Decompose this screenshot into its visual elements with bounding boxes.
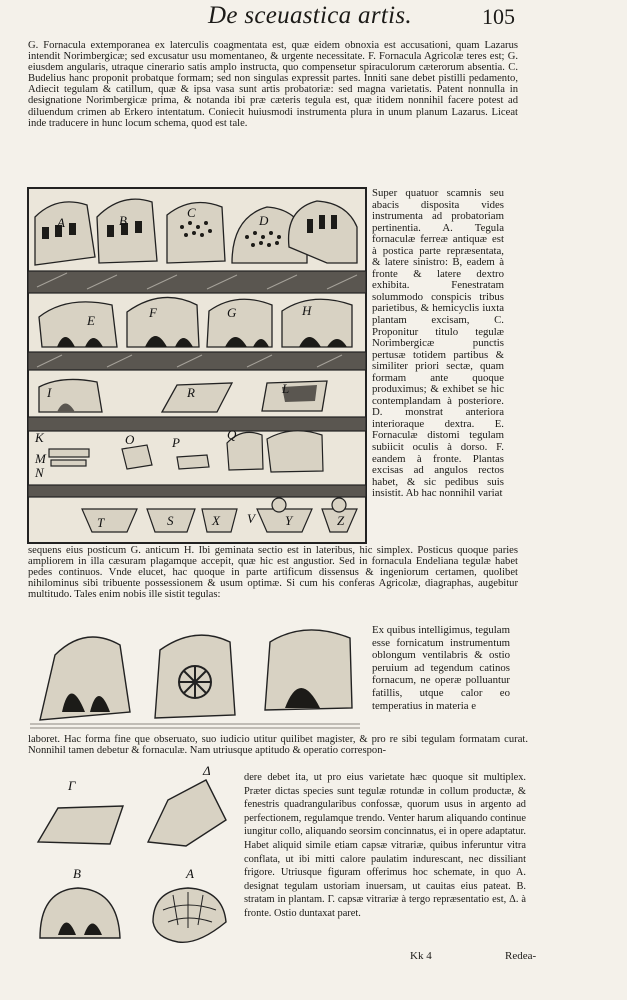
fig3-label-delta: Δ	[203, 763, 211, 778]
fig1-label-H: H	[302, 303, 312, 318]
paragraph-tile-definition: Ex quibus intelligimus, tegulam esse fornicatum instrumentum oblongum ventilabris & ostio peruium ad tegendum catinos fornacum, ne operæ polluantur fatillis, utque calor eo temperatius in materia e	[372, 624, 510, 712]
fig3-label-gamma: Γ	[68, 778, 76, 793]
fig1-label-C: C	[187, 205, 196, 220]
signature-mark: Kk 4	[410, 950, 432, 962]
fig1-label-F: F	[149, 305, 157, 320]
fig1-label-I: I	[47, 385, 52, 400]
running-head: De sceuastica artis.	[208, 2, 412, 29]
paragraph-tile-form: laboret. Hac forma fine que obseruato, suo iudicio utitur quilibet magister, & pro re sibi tegulam formatam curat. Nonnihil tamen debetur & fornaculæ. Nam utriusque aptitudo & operatio correspon-	[28, 734, 528, 757]
fig1-label-Z: Z	[337, 513, 345, 528]
fig1-label-D: D	[259, 213, 269, 228]
paragraph-after-figure1: sequens eius posticum G. anticum H. Ibi geminata sectio est in lateribus, hic simplex. Posticus quoque paries ampliorem in illa cæsuram plagamque accepit, quæ hic est angustior. Sed in fornacula Endeliana tegulæ habet pedes continuos. Vnde elucet, hac quoque in parte artificum dissensus & ingeniorum certamen, quolibet nihilominus sibi tribuente possessionem & usum optimæ. Si cum his conferas Agricolæ, diagraphas, augebitur multitudo. Tales enim nobis ille sistit tegulas:	[28, 545, 518, 601]
fig1-label-N: N	[35, 465, 44, 480]
figure1-caption: Super quatuor scamnis seu abacis disposita vides instrumenta ad probatoriam pertinentia. A. Tegula fornaculæ ferreæ antiquæ est à postica parte repræsentata, & latere sinistro: B, eadem à fronte & latere dextro exhibita. Fenestratam solummodo conspicis tribus parietibus, & hemicyclis iuxta plantam excisam, C. Proponitur titulo tegulæ Norimbergicæ punctis pertusæ totidem partibus & similiter priori sectæ, quam formam ante quoque produximus; & exhibet se hic contemplandam à posteriore. D. monstrat anteriora interioraque dextra. E. Fornaculæ distomi tegulam subiicit oculis à dorso. F. eandem à fronte. Plantas excisas ad angulos rectos habet, & sic pedibus suis insistit. Ab hac nonnihil variat	[372, 187, 504, 500]
fig1-label-L: L	[282, 381, 290, 396]
page-number: 105	[482, 4, 515, 29]
fig1-label-O: O	[125, 432, 135, 447]
fig1-label-K: K	[35, 430, 44, 445]
fig1-label-G: G	[227, 305, 237, 320]
agricola-tiles-illustration	[30, 620, 360, 730]
catchword: Redea-	[505, 950, 537, 962]
top-paragraph: G. Fornacula extemporanea ex laterculis coagmentata est, quæ eidem obnoxia est accusationi, quam Lazarus intendit Norimbergicæ; sed excusatur usu momentaneo, & urgente necessitate. F. Fornacula Agricolæ teres est; G. eiusdem angularis, utraque cinerario satis amplo instructa, quo compensetur spiraculorum cæterorum absentia. C. Budelius hanc proponit probatque formam; sed non singulas expressit partes. Inniti sane debet pistilli pedamento, Adiecit tegulam & catillum, quæ & ipsa vasa sunt artis probatoriæ: sed magna varietatis. Patent nonnulla in designatione Norimbergicæ prima, & notanda ibi præ cæteris tegula est, quæ itidem nonnihil facere potest ad diluendum crimen ab Erkero intentatum. Coniecit huiusmodi instrumenta plura in unum planum Lazarus. Liceat inde traducere in hunc locum schema, quod est tale.	[28, 40, 518, 129]
fig1-label-Q: Q	[227, 427, 237, 442]
fig1-label-R: R	[187, 385, 195, 400]
fig1-label-V: V	[247, 511, 255, 526]
fig1-label-E: E	[87, 313, 95, 328]
shelf-illustration	[27, 187, 367, 544]
fig1-label-S: S	[167, 513, 174, 528]
fig1-label-B: B	[119, 213, 127, 228]
fig1-label-M: M	[35, 451, 46, 466]
capsae-tiles-illustration	[28, 760, 238, 960]
fig1-label-P: P	[172, 435, 180, 450]
fig1-label-X: X	[212, 513, 220, 528]
paragraph-round-tiles: dere debet ita, ut pro eius varietate hæc quoque sit multiplex. Præter dictas species sunt tegulæ rotundæ in collum productæ, & fenestris quadrangularibus confossæ, quorum usus in argento ad perfectionem, regulamque trendo. Venter harum aliquando continue iungitur collo, aliquando seorsim concinnatus, ei in opere adaptatur. Habet aliquid simile etiam capsæ vitrariæ, quibus inferuntur vitra conflata, ut ibi mitti calore paulatim indurescant, nec dissiliant frigore. Utriusque figuram offerimus hoc schemate, in quo A. designat tegulam ustoriam inuersam, ut cauitas eius pateat. B. stratam in plantam. Γ. capsæ vitrariæ à tergo repræsentatio est, Δ. à fronte. Ostio duntaxat paret.	[244, 772, 526, 919]
fig3-label-B: B	[73, 866, 81, 881]
fig1-label-A: A	[57, 215, 65, 230]
fig1-label-T: T	[97, 515, 105, 530]
fig3-label-A: A	[186, 866, 194, 881]
fig1-label-Y: Y	[285, 513, 293, 528]
